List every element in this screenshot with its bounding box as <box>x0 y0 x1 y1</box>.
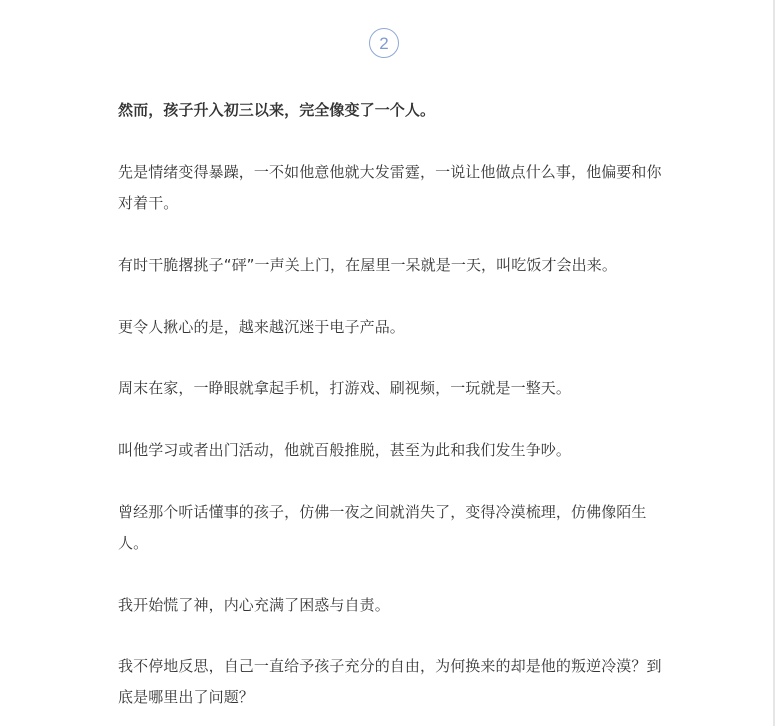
paragraph-8: 我开始慌了神，内心充满了困惑与自责。 <box>118 596 390 614</box>
paragraph-7: 曾经那个听话懂事的孩子，仿佛一夜之间就消失了，变得冷漠梳理，仿佛像陌生人。 <box>118 503 647 552</box>
paragraph-3: 有时干脆撂挑子“砰”一声关上门，在屋里一呆就是一天，叫吃饭才会出来。 <box>118 256 617 274</box>
paragraph-1: 然而，孩子升入初三以来，完全像变了一个人。 <box>118 101 436 119</box>
paragraph-6: 叫他学习或者出门活动，他就百般推脱，甚至为此和我们发生争吵。 <box>118 441 572 459</box>
paragraph-9: 我不停地反思，自己一直给予孩子充分的自由，为何换来的却是他的叛逆冷漠？到底是哪里出了问题？ <box>118 657 662 706</box>
paragraph-5: 周末在家，一睁眼就拿起手机，打游戏、刷视频，一玩就是一整天。 <box>118 379 572 397</box>
paragraph-2: 先是情绪变得暴躁，一不如他意他就大发雷霆，一说让他做点什么事，他偏要和你对着干。 <box>118 163 662 212</box>
section-number-badge: 2 <box>369 28 399 58</box>
paragraph-4: 更令人揪心的是，越来越沉迷于电子产品。 <box>118 318 405 336</box>
